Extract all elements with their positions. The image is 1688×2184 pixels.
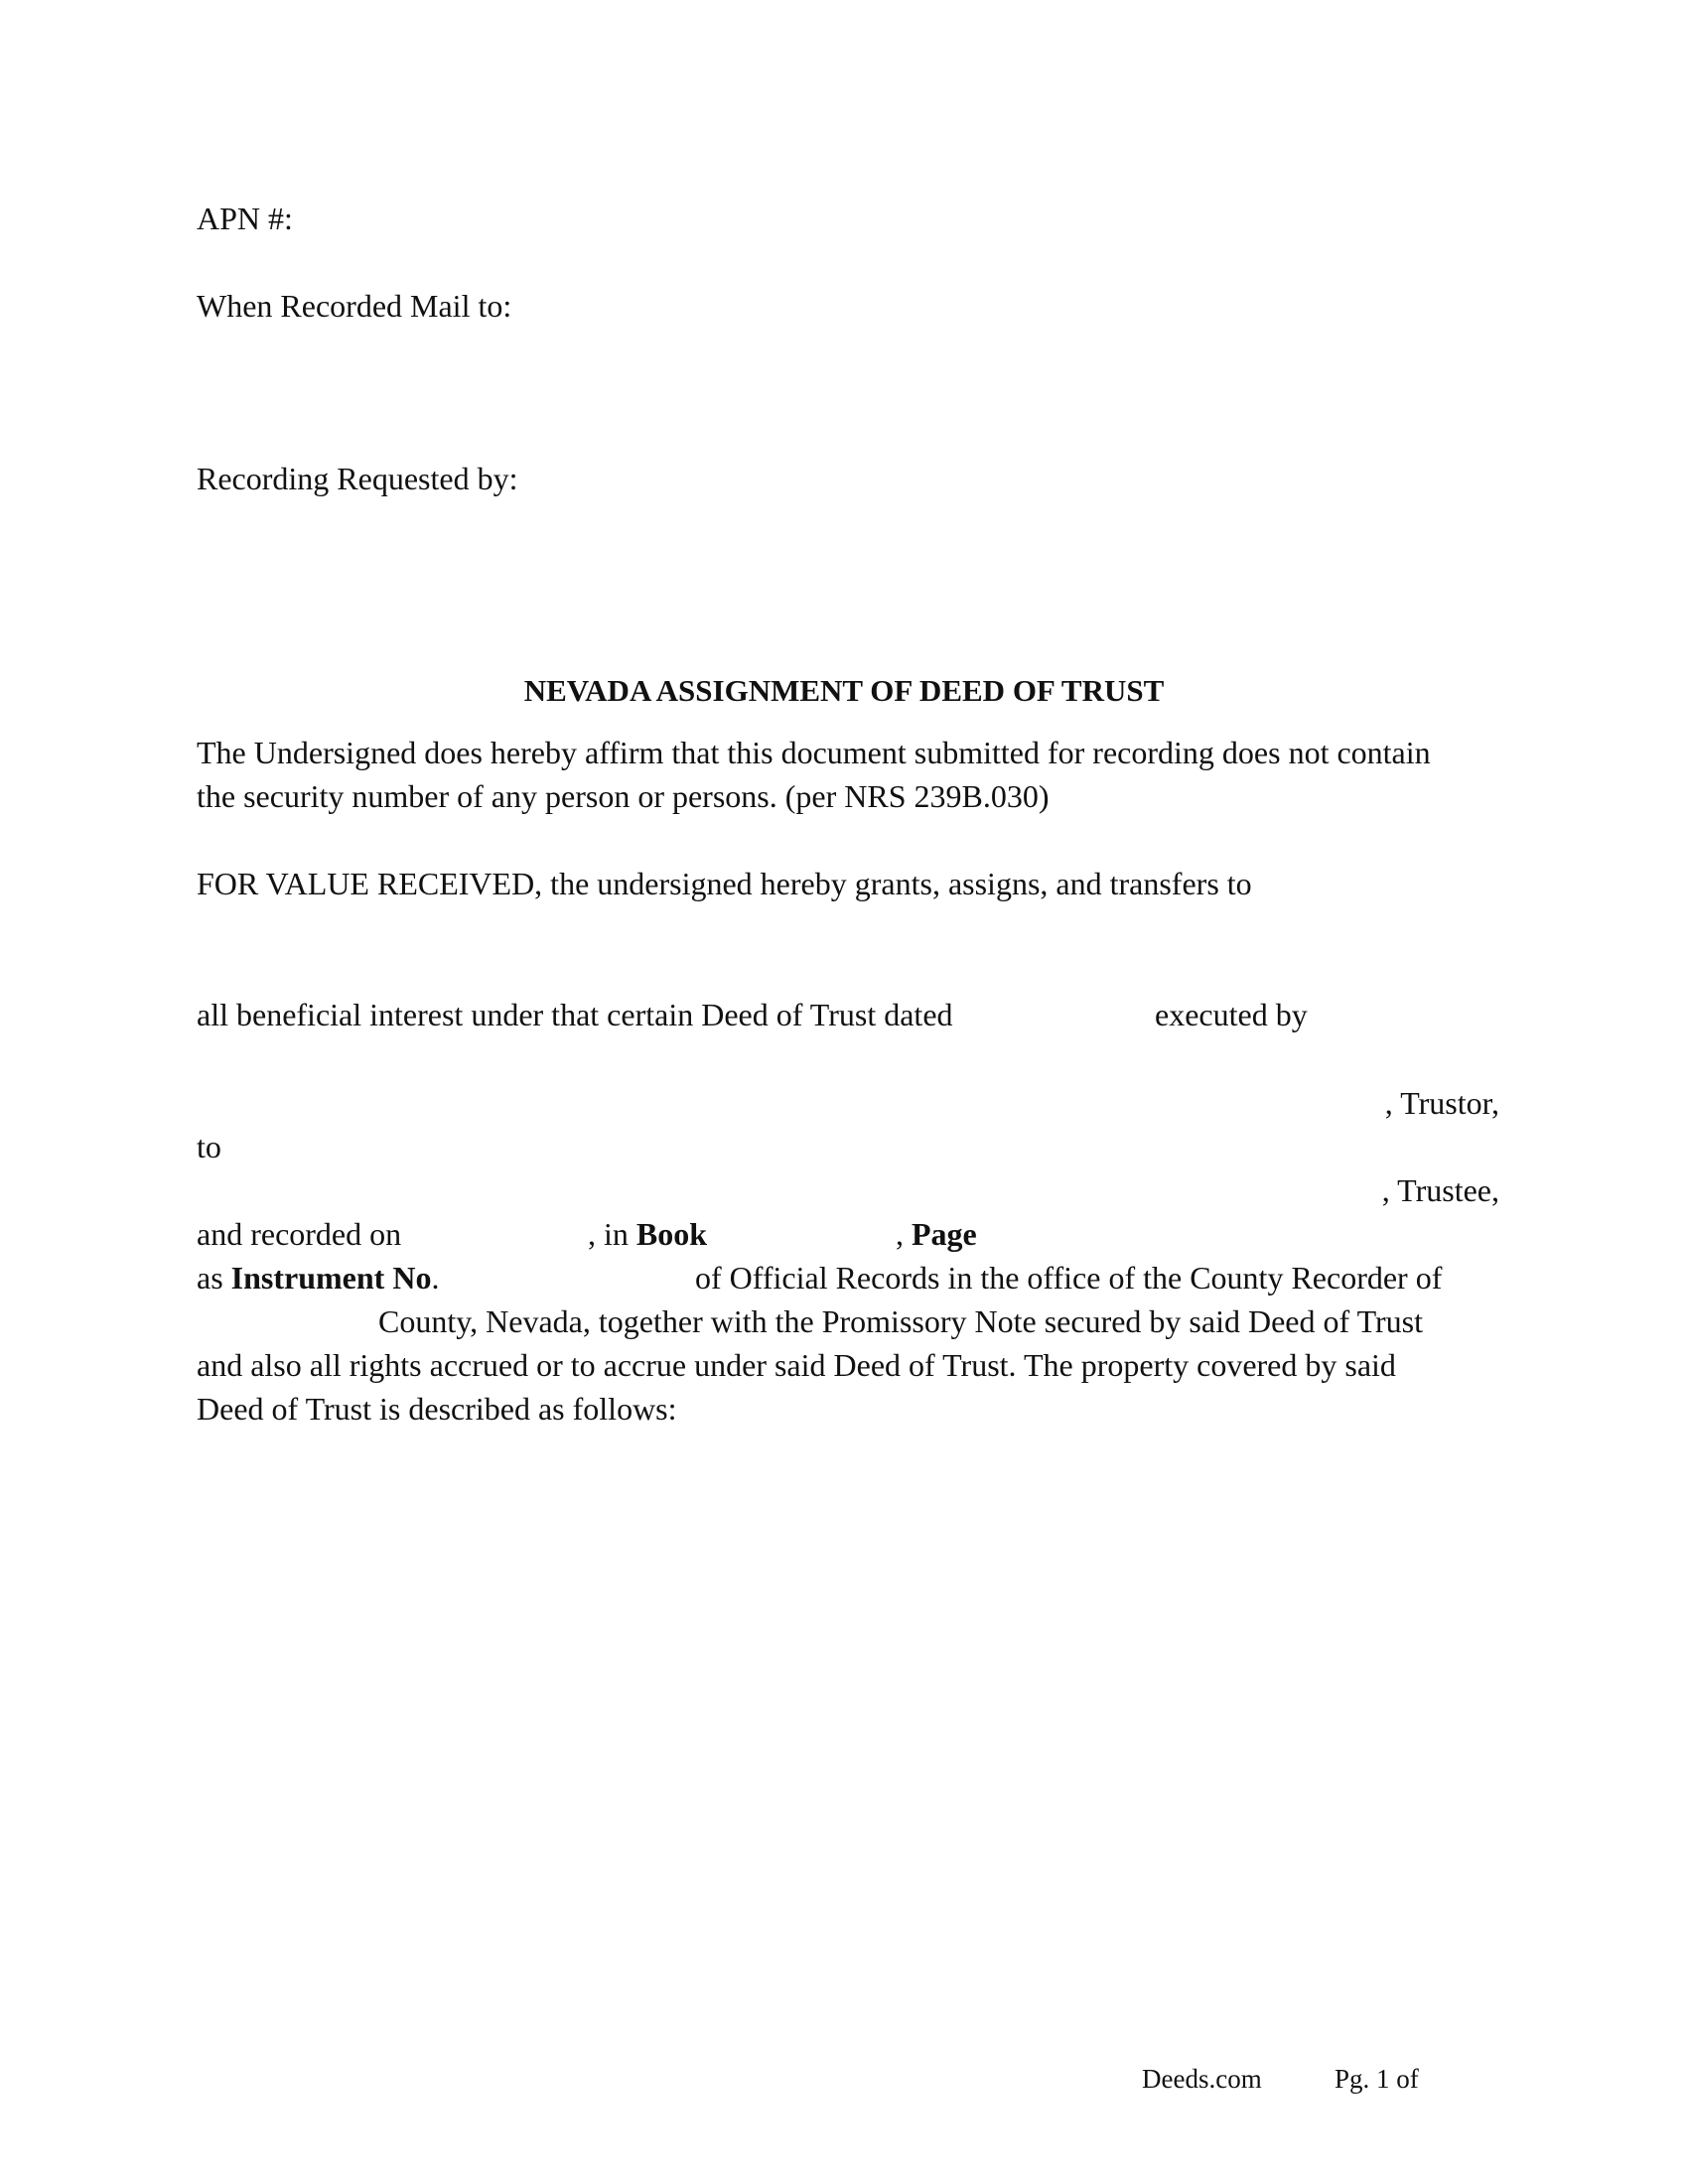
page-reference <box>896 1212 977 1256</box>
affirmation-line-2: the security number of any person or persons. (per NRS 239B.030) <box>197 778 1050 814</box>
trustee-label: , Trustee, <box>1381 1172 1499 1208</box>
apn-label: APN #: <box>197 201 293 236</box>
recorded-on-text: and recorded on <box>197 1216 402 1252</box>
as-prefix: as <box>197 1260 231 1296</box>
grant-line: FOR VALUE RECEIVED, the undersigned hereby grants, assigns, and transfers to <box>197 866 1252 901</box>
recording-requested-label: Recording Requested by: <box>197 461 518 496</box>
book-reference <box>588 1212 707 1256</box>
instrument-suffix: . <box>431 1260 440 1296</box>
county-line: County, Nevada, together with the Promissory Note secured by said Deed of Trust <box>378 1303 1423 1339</box>
mail-to-label: When Recorded Mail to: <box>197 288 512 324</box>
official-records-text: of Official Records in the office of the County Recorder of <box>695 1260 1443 1296</box>
document-title: NEVADA ASSIGNMENT OF DEED OF TRUST <box>523 673 1165 708</box>
rights-line: and also all rights accrued or to accrue under said Deed of Trust. The property covered by said <box>197 1347 1396 1383</box>
interest-line: all beneficial interest under that certain Deed of Trust dated <box>197 997 953 1032</box>
footer-brand: Deeds.com <box>1142 2064 1262 2094</box>
affirmation-line-1: The Undersigned does hereby affirm that this document submitted for recording does not contain <box>197 735 1431 770</box>
footer-page-number: Pg. 1 of <box>1335 2064 1419 2094</box>
book-label: Book <box>635 1216 708 1252</box>
instrument-reference <box>197 1256 439 1299</box>
described-line: Deed of Trust is described as follows: <box>197 1391 677 1427</box>
instrument-label: Instrument No <box>230 1260 432 1296</box>
to-label: to <box>197 1129 221 1164</box>
page-label: Page <box>912 1216 977 1252</box>
page-prefix: , <box>896 1216 912 1252</box>
in-prefix: , in <box>588 1216 636 1252</box>
trustor-label: , Trustor, <box>1384 1085 1499 1121</box>
executed-by-text: executed by <box>1155 997 1308 1032</box>
